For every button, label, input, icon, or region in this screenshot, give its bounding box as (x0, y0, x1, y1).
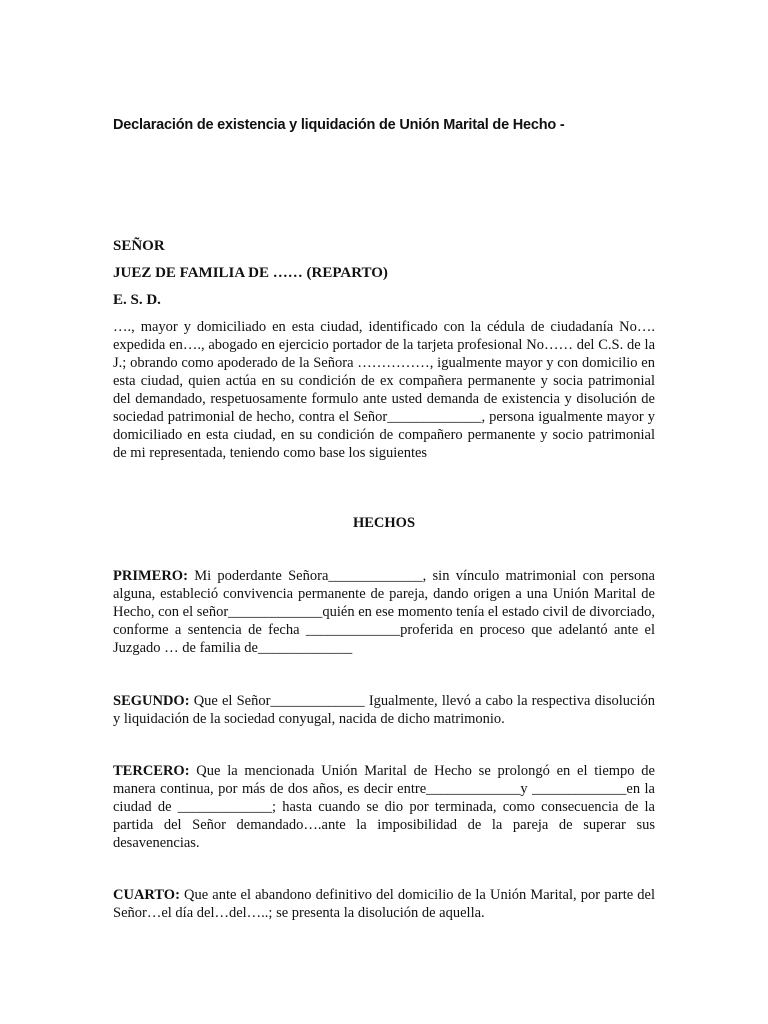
fact-primero (113, 567, 655, 657)
section-heading: HECHOS (352, 515, 416, 531)
addressee-line-3: E. S. D. (113, 292, 161, 308)
fact-cuarto (113, 886, 655, 922)
fact-tercero (113, 762, 655, 852)
fact-text: Mi poderdante Señora_____________, sin vínculo matrimonial con persona alguna, estableció convivencia permanente de pareja, dando origen a una Unión Marital de Hecho, con el señor_____________quién en ese momento tenía el estado civil de divorciado, conforme a sentencia de fecha _____________proferida en proceso que adelantó ante el Juzgado … de familia de_____________ (113, 568, 655, 656)
addressee-line-1: SEÑOR (113, 238, 165, 254)
fact-label: PRIMERO: (113, 568, 188, 584)
fact-text: Que la mencionada Unión Marital de Hecho se prolongó en el tiempo de manera continua, por más de dos años, es decir entre_____________y _____________en la ciudad de _____________; hasta cuando se dio por terminada, como consecuencia de la partida del Señor demandado….ante la imposibilidad de la pareja de superar sus desavenencias. (113, 763, 655, 851)
fact-text: Que ante el abandono definitivo del domicilio de la Unión Marital, por parte del Señor…el día del…del…..; se presenta la disolución de aquella. (113, 887, 655, 921)
intro-paragraph: …., mayor y domiciliado en esta ciudad, identificado con la cédula de ciudadanía No…. expedida en…., abogado en ejercicio portador de la tarjeta profesional No…… del C.S. de la J.; obrando como apoderado de la Señora ……………, igualmente mayor y con domicilio en esta ciudad, quien actúa en su condición de ex compañera permanente y socia patrimonial del demandado, respetuosamente formulo ante usted demanda de existencia y disolución de sociedad patrimonial de hecho, contra el Señor_____________, persona igualmente mayor y domiciliado en esta ciudad, en su condición de compañero permanente y socio patrimonial de mi representada, teniendo como base los siguientes (113, 319, 655, 461)
fact-label: TERCERO: (113, 763, 190, 779)
fact-label: SEGUNDO: (113, 693, 190, 709)
addressee-line-2: JUEZ DE FAMILIA DE …… (REPARTO) (113, 265, 388, 281)
fact-text: Que el Señor_____________ Igualmente, llevó a cabo la respectiva disolución y liquidación de la sociedad conyugal, nacida de dicho matrimonio. (113, 693, 655, 727)
document-title: Declaración de existencia y liquidación de Unión Marital de Hecho - (113, 117, 565, 133)
fact-label: CUARTO: (113, 887, 180, 903)
fact-segundo (113, 692, 655, 728)
